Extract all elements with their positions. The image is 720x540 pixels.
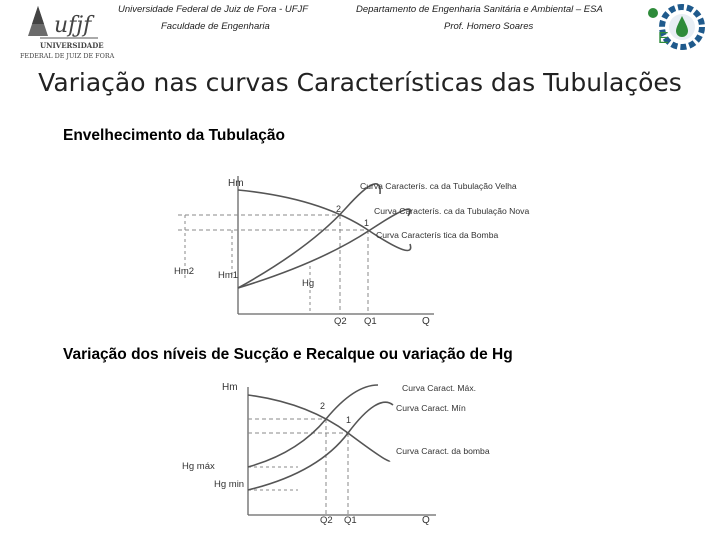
axis-label-hm: Hm: [228, 178, 244, 189]
label-hg: Hg: [302, 278, 315, 289]
slide-title: Variação nas curvas Características das Tubulações: [38, 68, 682, 97]
curve-pump: [248, 395, 390, 461]
logo-mark: ufjf: [54, 13, 92, 38]
curve-new-pipe: [238, 209, 410, 288]
point-2-label: 2: [320, 401, 326, 411]
leaf-icon: [648, 8, 658, 18]
point-2-label: 2: [336, 204, 342, 214]
curve-label-pump: Curva Caract. da bomba: [396, 446, 490, 456]
header-professor: Prof. Homero Soares: [444, 21, 534, 32]
curve-label-new: Curva Caracterís. ca da Tubulação Nova: [374, 206, 530, 216]
curve-label-min: Curva Caract. Mín: [396, 403, 466, 413]
label-hgmax: Hg máx: [182, 461, 215, 472]
label-hgmin: Hg min: [214, 479, 245, 490]
diagram-level-variation: [178, 375, 508, 535]
axis-label-hm: Hm: [222, 382, 238, 393]
curve-max: [248, 385, 378, 467]
logo-line2: FEDERAL DE JUIZ DE FORA: [20, 52, 115, 60]
header-faculty: Faculdade de Engenharia: [161, 21, 270, 32]
point-1-label: 1: [364, 218, 370, 228]
section1-heading: Envelhecimento da Tubulação: [63, 127, 285, 144]
label-q2: Q2: [334, 316, 347, 327]
header-department: Departamento de Engenharia Sanitária e Ambiental – ESA: [356, 4, 603, 15]
axis-label-q: Q: [422, 316, 430, 327]
header-university: Universidade Federal de Juiz de Fora - UFJF: [118, 4, 309, 15]
point-1-label: 1: [346, 415, 352, 425]
curve-label-pump: Curva Caracterís tica da Bomba: [376, 230, 499, 240]
ufjf-logo: [10, 2, 115, 62]
section2-heading: Variação dos níveis de Sucção e Recalque ou variação de Hg: [63, 346, 513, 363]
label-q2: Q2: [320, 515, 333, 526]
label-q1: Q1: [344, 515, 357, 526]
curve-label-max: Curva Caract. Máx.: [402, 383, 477, 393]
label-hm1: Hm1: [218, 270, 239, 281]
axis-label-q: Q: [422, 515, 430, 526]
curve-old-pipe: [238, 184, 380, 288]
label-hm2: Hm2: [174, 266, 195, 277]
label-q1: Q1: [364, 316, 377, 327]
esa-letter: E: [658, 30, 669, 47]
esa-logo: [638, 2, 712, 52]
logo-line1: UNIVERSIDADE: [40, 41, 104, 50]
curve-label-old: Curva Caracterís. ca da Tubulação Velha: [360, 181, 517, 191]
diagram-pipe-aging: [170, 168, 550, 330]
